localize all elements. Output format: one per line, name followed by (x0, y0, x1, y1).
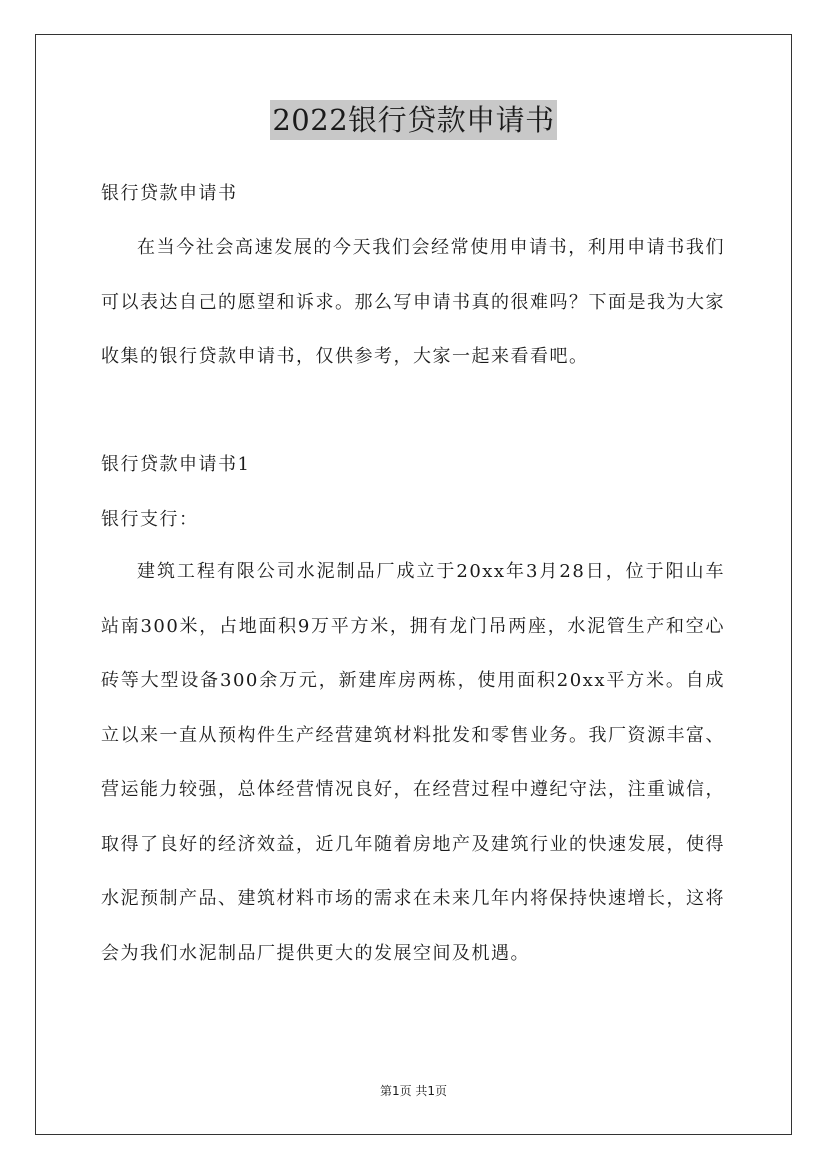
title-container (0, 100, 827, 140)
salutation: 银行支行： (101, 509, 199, 530)
document-title: 2022银行贷款申请书 (270, 100, 556, 140)
section-title: 银行贷款申请书1 (101, 454, 251, 475)
body-block (101, 545, 725, 981)
page-footer: 第1页 共1页 (379, 1084, 448, 1098)
intro-block (101, 221, 725, 385)
intro-paragraph: 在当今社会高速发展的今天我们会经常使用申请书，利用申请书我们可以表达自己的愿望和诉求。那么写申请书真的很难吗？下面是我为大家收集的银行贷款申请书，仅供参考，大家一起来看看吧。 (101, 237, 725, 367)
body-paragraph: 建筑工程有限公司水泥制品厂成立于20xx年3月28日，位于阳山车站南300米，占地面积9万平方米，拥有龙门吊两座，水泥管生产和空心砖等大型设备300余万元，新建库房两栋，使用面积20xx平方米。自成立以来一直从预构件生产经营建筑材料批发和零售业务。我厂资源丰富、营运能力较强，总体经营情况良好，在经营过程中遵纪守法，注重诚信，取得了良好的经济效益，近几年随着房地产及建筑行业的快速发展，使得水泥预制产品、建筑材料市场的需求在未来几年内将保持快速增长，这将会为我们水泥制品厂提供更大的发展空间及机遇。 (101, 561, 725, 964)
document-subtitle: 银行贷款申请书 (101, 183, 238, 204)
